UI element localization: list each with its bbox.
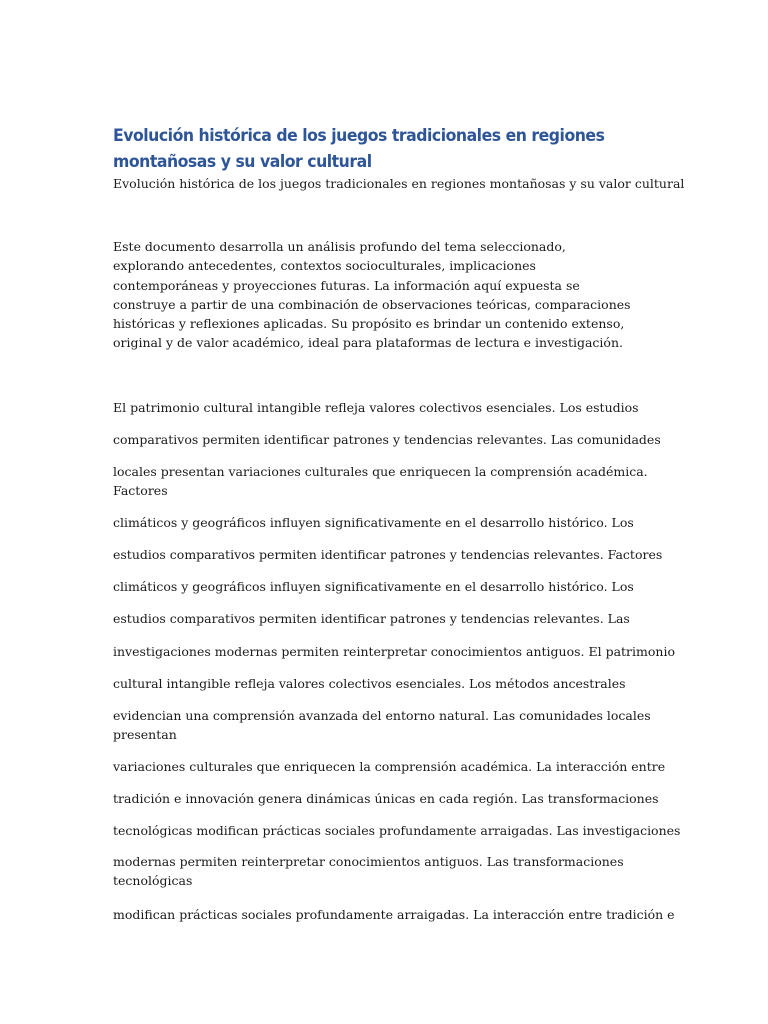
- body-line: El patrimonio cultural intangible refleja valores colectivos esenciales. Los estudios: [113, 400, 639, 415]
- body-line: evidencian una comprensión avanzada del entorno natural. Las comunidades locales: [113, 708, 651, 723]
- body-line: Factores: [113, 483, 168, 498]
- body-line: tecnológicas modifican prácticas sociales profundamente arraigadas. Las investigaciones: [113, 823, 681, 838]
- body-line: modifican prácticas sociales profundamente arraigadas. La interacción entre tradición e: [113, 907, 675, 922]
- body-line: estudios comparativos permiten identificar patrones y tendencias relevantes. Factores: [113, 547, 663, 562]
- body-line: estudios comparativos permiten identificar patrones y tendencias relevantes. Las: [113, 611, 630, 626]
- body-line: modernas permiten reinterpretar conocimientos antiguos. Las transformaciones: [113, 854, 624, 869]
- document-subtitle: Evolución histórica de los juegos tradicionales en regiones montañosas y su valor cultural: [113, 176, 685, 191]
- body-line: locales presentan variaciones culturales que enriquecen la comprensión académica.: [113, 464, 648, 479]
- body-line: presentan: [113, 727, 177, 742]
- intro-paragraph: Este documento desarrolla un análisis profundo del tema seleccionado, explorando antecedentes, contextos socioculturales, implicaciones contemporáneas y proyecciones futuras. La información aquí expuesta se construye a partir de una combinación de observaciones teóricas, comparaciones históricas y reflexiones aplicadas. Su propósito es brindar un contenido extenso, original y de valor académico, ideal para plataformas de lectura e investigación.: [113, 239, 631, 351]
- body-line: climáticos y geográficos influyen significativamente en el desarrollo histórico. Los: [113, 579, 634, 594]
- body-line: tecnológicas: [113, 873, 193, 888]
- document-title: Evolución histórica de los juegos tradicionales en regiones montañosas y su valor cultural: [113, 126, 605, 171]
- body-line: variaciones culturales que enriquecen la comprensión académica. La interacción entre: [113, 759, 666, 774]
- body-line: climáticos y geográficos influyen significativamente en el desarrollo histórico. Los: [113, 515, 634, 530]
- body-line: comparativos permiten identificar patrones y tendencias relevantes. Las comunidades: [113, 432, 661, 447]
- body-line: investigaciones modernas permiten reinterpretar conocimientos antiguos. El patrimonio: [113, 644, 675, 659]
- body-line: cultural intangible refleja valores colectivos esenciales. Los métodos ancestrales: [113, 676, 626, 691]
- body-line: tradición e innovación genera dinámicas únicas en cada región. Las transformaciones: [113, 791, 659, 806]
